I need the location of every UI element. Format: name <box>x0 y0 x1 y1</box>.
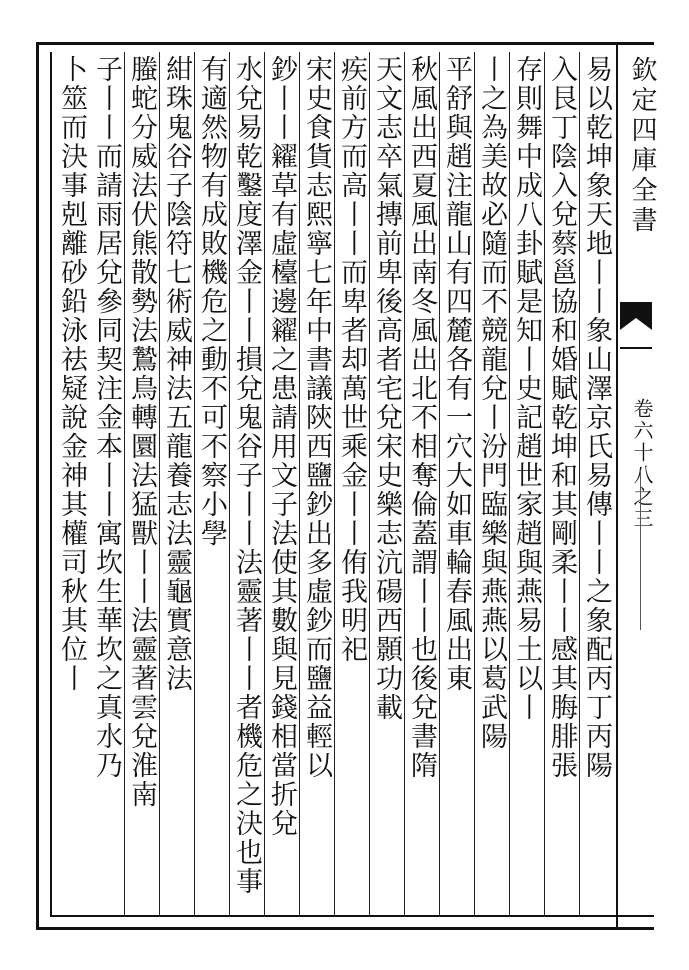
text-column: 天文志卒氣摶前卑後高者宅兌宋史樂志沆碭西顥功載 <box>371 55 402 722</box>
column-rule <box>299 52 300 917</box>
fish-tail-mark <box>618 300 654 354</box>
text-column: 卜筮而決事剋離砂鉛泳祛疑說金神其權司秋其位丨 <box>56 55 87 693</box>
column-rule <box>369 52 370 917</box>
volume-number: 卷六十八之三 <box>630 398 654 530</box>
text-column: 入艮丁陰入兌蔡邕協和婚賦乾坤和其剛柔丨丨感其脢腓張 <box>546 55 577 780</box>
text-column: 紺珠鬼谷子陰符七術威神法五龍養志法靈龜實意法 <box>161 55 192 693</box>
text-column: 秋風出西夏風出南冬風出北不相奪倫蓋謂丨丨也後兌書隋 <box>406 55 437 780</box>
text-column: 子丨丨而請雨居兌參同契注金本丨丨寓坎生華坎之真水乃 <box>91 55 122 780</box>
column-rule <box>194 52 195 917</box>
book-title: 欽定四庫全書 <box>627 56 657 236</box>
column-rule <box>579 52 580 917</box>
text-column: 易以乾坤象天地丨丨象山澤京氏易傳丨丨之象配丙丁丙陽 <box>581 55 612 780</box>
text-column: 鈔丨丨糴草有虛檯邊糴之患請用文子法使其數與見錢相當折兌 <box>266 55 297 838</box>
text-column: 存則舞中成八卦賦是知丨史記趙世家趙與燕易土以丨 <box>511 55 542 722</box>
text-column: 平舒與趙注龍山有四麓各有一穴大如車輪春風出東 <box>441 55 472 693</box>
text-column: 宋史食貨志熙寧七年中書議陝西鹽鈔出多虛鈔而鹽益輕以 <box>301 55 332 780</box>
text-column: 螣蛇分威法伏熊散勢法鷙鳥轉圜法猛獸丨丨法靈著雲兌淮南 <box>126 55 157 809</box>
column-rule <box>509 52 510 917</box>
column-rule <box>404 52 405 917</box>
text-column: 水兌易乾鑿度澤金丨丨損兌鬼谷子丨丨法靈著丨丨者機危之決也事 <box>231 55 262 896</box>
text-column: 疾前方而高丨丨而卑者却萬世乘金丨丨侑我明祀 <box>336 55 367 664</box>
column-rule <box>474 52 475 917</box>
column-rule <box>229 52 230 917</box>
column-rule <box>159 52 160 917</box>
column-rule <box>544 52 545 917</box>
text-column: 丨之為美故必隨而不競龍兌丨汾門臨樂與燕燕以葛武陽 <box>476 55 507 751</box>
inner-border-left <box>50 52 52 917</box>
margin-rule <box>640 470 655 630</box>
column-rule <box>264 52 265 917</box>
column-rule <box>334 52 335 917</box>
text-column: 有適然物有成敗機危之動不可不察小學 <box>196 55 227 548</box>
column-rule <box>124 52 125 917</box>
column-rule <box>439 52 440 917</box>
inner-border-bottom <box>50 915 654 917</box>
